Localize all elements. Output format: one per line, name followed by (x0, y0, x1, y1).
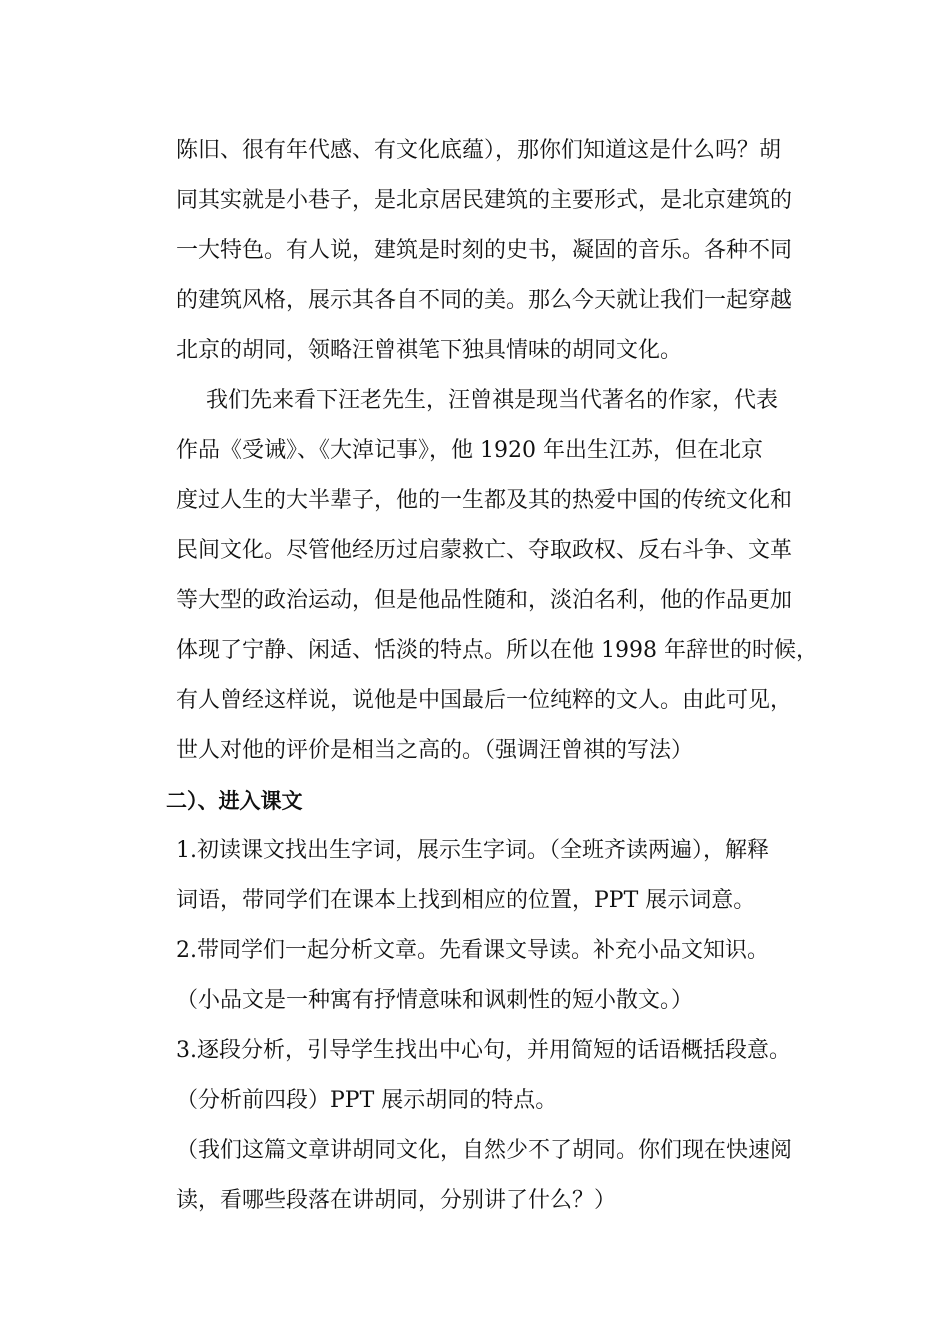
intro-line-5: 北京的胡同，领略汪曾祺笔下独具情味的胡同文化。 (176, 338, 683, 363)
author-line-3: 度过人生的大半辈子，他的一生都及其的热爱中国的传统文化和 (176, 488, 793, 513)
step-line-6: （分析前四段）PPT 展示胡同的特点。 (176, 1088, 558, 1113)
step-line-2: 词语，带同学们在课本上找到相应的位置，PPT 展示词意。 (176, 888, 756, 913)
step-line-8: 读，看哪些段落在讲胡同，分别讲了什么？） (176, 1188, 617, 1213)
intro-line-1: 陈旧、很有年代感、有文化底蕴），那你们知道这是什么吗？胡 (176, 138, 782, 163)
author-line-7: 有人曾经这样说，说他是中国最后一位纯粹的文人。由此可见， (176, 688, 793, 713)
intro-line-4: 的建筑风格，展示其各自不同的美。那么今天就让我们一起穿越 (176, 288, 793, 313)
intro-line-2: 同其实就是小巷子，是北京居民建筑的主要形式，是北京建筑的 (176, 188, 793, 213)
step-line-3: 2.带同学们一起分析文章。先看课文导读。补充小品文知识。 (176, 938, 769, 963)
author-line-5: 等大型的政治运动，但是他品性随和，淡泊名利，他的作品更加 (176, 588, 793, 613)
author-line-4: 民间文化。尽管他经历过启蒙救亡、夺取政权、反右斗争、文革 (176, 538, 793, 563)
author-line-8: 世人对他的评价是相当之高的。（强调汪曾祺的写法） (176, 738, 694, 763)
step-line-4: （小品文是一种寓有抒情意味和讽刺性的短小散文。） (176, 988, 694, 1013)
step-line-5: 3.逐段分析，引导学生找出中心句，并用简短的话语概括段意。 (176, 1038, 791, 1063)
author-line-2: 作品《受诫》、《大淖记事》，他 1920 年出生江苏，但在北京 (176, 438, 763, 463)
author-line-6: 体现了宁静、闲适、恬淡的特点。所以在他 1998 年辞世的时候， (176, 638, 818, 663)
intro-line-3: 一大特色。有人说，建筑是时刻的史书，凝固的音乐。各种不同 (176, 238, 793, 263)
author-line-1: 我们先来看下汪老先生，汪曾祺是现当代著名的作家，代表 (206, 388, 779, 413)
step-line-1: 1.初读课文找出生字词，展示生字词。（全班齐读两遍），解释 (176, 838, 769, 863)
step-line-7: （我们这篇文章讲胡同文化，自然少不了胡同。你们现在快速阅 (176, 1138, 793, 1163)
section-heading: 二）、进入课文 (166, 789, 303, 813)
